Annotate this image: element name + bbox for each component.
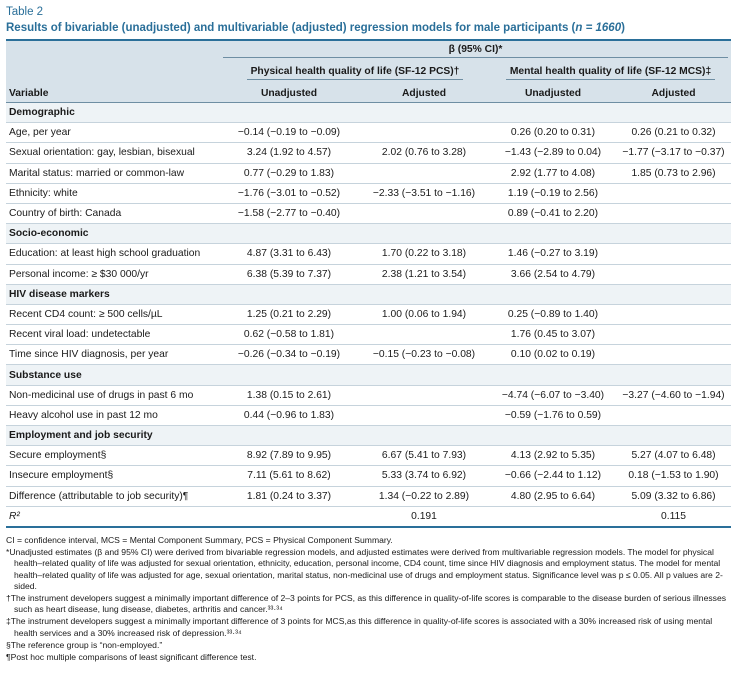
cell-pcs-a: 2.02 (0.76 to 3.28) bbox=[358, 143, 490, 163]
cell-pcs-u: 3.24 (1.92 to 4.57) bbox=[220, 143, 358, 163]
cell-mcs-a bbox=[616, 345, 731, 365]
cell-pcs-a: −2.33 (−3.51 to −1.16) bbox=[358, 183, 490, 203]
cell-pcs-u: 1.38 (0.15 to 2.61) bbox=[220, 385, 358, 405]
table-row bbox=[6, 446, 731, 466]
variable-label: Country of birth: Canada bbox=[6, 203, 220, 223]
cell-mcs-a: 0.26 (0.21 to 0.32) bbox=[616, 123, 731, 143]
table-row bbox=[6, 304, 731, 324]
variable-label: Sexual orientation: gay, lesbian, bisexual bbox=[6, 143, 220, 163]
cell-mcs-a bbox=[616, 405, 731, 425]
header-mcs-unadjusted: Unadjusted bbox=[490, 85, 616, 103]
cell-mcs-a: −3.27 (−4.60 to −1.94) bbox=[616, 385, 731, 405]
cell-pcs-u: −1.58 (−2.77 to −0.40) bbox=[220, 203, 358, 223]
cell-pcs-u: 1.81 (0.24 to 3.37) bbox=[220, 486, 358, 506]
cell-mcs-u: 0.89 (−0.41 to 2.20) bbox=[490, 203, 616, 223]
cell-pcs-u: 6.38 (5.39 to 7.37) bbox=[220, 264, 358, 284]
table-row bbox=[6, 183, 731, 203]
cell-pcs-u: 0.62 (−0.58 to 1.81) bbox=[220, 325, 358, 345]
cell-pcs-u: 8.92 (7.89 to 9.95) bbox=[220, 446, 358, 466]
header-pcs-unadjusted: Unadjusted bbox=[220, 85, 358, 103]
table-row bbox=[6, 244, 731, 264]
cell-pcs-a: 2.38 (1.21 to 3.54) bbox=[358, 264, 490, 284]
variable-label: Heavy alcohol use in past 12 mo bbox=[6, 405, 220, 425]
table-row bbox=[6, 123, 731, 143]
section-row bbox=[6, 224, 731, 244]
table-row bbox=[6, 385, 731, 405]
cell-pcs-u: −0.14 (−0.19 to −0.09) bbox=[220, 123, 358, 143]
table-body bbox=[6, 103, 731, 527]
cell-pcs-a: 1.34 (−0.22 to 2.89) bbox=[358, 486, 490, 506]
cell-pcs-a: 1.00 (0.06 to 1.94) bbox=[358, 304, 490, 324]
cell-pcs-u: 0.77 (−0.29 to 1.83) bbox=[220, 163, 358, 183]
cell-pcs-a bbox=[358, 203, 490, 223]
cell-mcs-u: 0.25 (−0.89 to 1.40) bbox=[490, 304, 616, 324]
cell-mcs-u bbox=[490, 506, 616, 527]
cell-mcs-a: 0.115 bbox=[616, 506, 731, 527]
table-row bbox=[6, 466, 731, 486]
cell-mcs-a: 0.18 (−1.53 to 1.90) bbox=[616, 466, 731, 486]
note-abbreviations: CI = confidence interval, MCS = Mental Component Summary, PCS = Physical Component Summary. bbox=[6, 534, 393, 545]
cell-mcs-u: −4.74 (−6.07 to −3.40) bbox=[490, 385, 616, 405]
cell-mcs-a: 1.85 (0.73 to 2.96) bbox=[616, 163, 731, 183]
cell-mcs-a bbox=[616, 244, 731, 264]
section-row bbox=[6, 365, 731, 385]
cell-pcs-a bbox=[358, 123, 490, 143]
table-row bbox=[6, 264, 731, 284]
title-n-value: = 1660 bbox=[582, 22, 622, 34]
cell-pcs-u: 7.11 (5.61 to 8.62) bbox=[220, 466, 358, 486]
table-row bbox=[6, 203, 731, 223]
cell-mcs-a: 5.27 (4.07 to 6.48) bbox=[616, 446, 731, 466]
cell-mcs-u: 3.66 (2.54 to 4.79) bbox=[490, 264, 616, 284]
table-row bbox=[6, 405, 731, 425]
variable-label: Secure employment§ bbox=[6, 446, 220, 466]
cell-mcs-u: −0.59 (−1.76 to 0.59) bbox=[490, 405, 616, 425]
table-row bbox=[6, 486, 731, 506]
cell-pcs-u: 4.87 (3.31 to 6.43) bbox=[220, 244, 358, 264]
note-dagger: †The instrument developers suggest a minimally important difference of 2–3 points for PCS, as this difference in quality-of-life scores is comparable to the disease burden of serious illnesses such as heart disease, lung disease, diabetes, arthritis and cancer.³³·³⁴ bbox=[6, 592, 727, 615]
table-row bbox=[6, 325, 731, 345]
cell-pcs-a: 5.33 (3.74 to 6.92) bbox=[358, 466, 490, 486]
cell-mcs-u: 4.80 (2.95 to 6.64) bbox=[490, 486, 616, 506]
section-label: Employment and job security bbox=[6, 426, 731, 446]
section-label: Substance use bbox=[6, 365, 731, 385]
title-n: n bbox=[575, 22, 583, 34]
header-pcs-text: Physical health quality of life (SF-12 PCS)† bbox=[247, 66, 464, 80]
cell-pcs-a: 1.70 (0.22 to 3.18) bbox=[358, 244, 490, 264]
header-pcs-group bbox=[220, 61, 490, 85]
variable-label: Education: at least high school graduation bbox=[6, 244, 220, 264]
cell-pcs-u: −1.76 (−3.01 to −0.52) bbox=[220, 183, 358, 203]
header-variable: Variable bbox=[6, 85, 220, 103]
variable-label: Age, per year bbox=[6, 123, 220, 143]
table-notes bbox=[6, 535, 728, 663]
cell-pcs-a bbox=[358, 325, 490, 345]
cell-pcs-a bbox=[358, 163, 490, 183]
note-section: §The reference group is “non-employed.” bbox=[6, 639, 163, 650]
title-main: Results of bivariable (unadjusted) and multivariable (adjusted) regression models for male participants ( bbox=[6, 22, 576, 34]
variable-label: Recent CD4 count: ≥ 500 cells/µL bbox=[6, 304, 220, 324]
cell-mcs-a bbox=[616, 203, 731, 223]
section-row bbox=[6, 284, 731, 304]
header-blank bbox=[6, 40, 220, 61]
section-row bbox=[6, 426, 731, 446]
cell-pcs-u bbox=[220, 506, 358, 527]
table-row bbox=[6, 143, 731, 163]
table-row bbox=[6, 345, 731, 365]
note-pilcrow: ¶Post hoc multiple comparisons of least significant difference test. bbox=[6, 651, 257, 662]
variable-label: Non-medicinal use of drugs in past 6 mo bbox=[6, 385, 220, 405]
table-label: Table 2 bbox=[6, 6, 44, 18]
table-row bbox=[6, 163, 731, 183]
section-label: Socio-economic bbox=[6, 224, 731, 244]
section-label: HIV disease markers bbox=[6, 284, 731, 304]
header-beta bbox=[220, 40, 731, 61]
table-title bbox=[6, 21, 731, 35]
note-star: *Unadjusted estimates (β and 95% CI) were derived from bivariable regression models, and adjusted estimates were derived from multivariable regression models. The model for physical health–related quality of life was adjusted for sexual orientation, ethnicity, education, personal income, CD4 count, time since HIV diagnosis and employment status. The model for mental health–related quality of life was adjusted for age, sexual orientation, marital status, non-medicinal use of drugs and employment status. Significance level was p ≤ 0.05. All p values are 2-sided. bbox=[6, 547, 723, 591]
cell-mcs-a: 5.09 (3.32 to 6.86) bbox=[616, 486, 731, 506]
section-row bbox=[6, 103, 731, 123]
variable-label: R² bbox=[6, 506, 220, 527]
cell-mcs-a: −1.77 (−3.17 to −0.37) bbox=[616, 143, 731, 163]
header-mcs-group bbox=[490, 61, 731, 85]
cell-pcs-a bbox=[358, 405, 490, 425]
cell-mcs-u: 4.13 (2.92 to 5.35) bbox=[490, 446, 616, 466]
cell-mcs-u: 2.92 (1.77 to 4.08) bbox=[490, 163, 616, 183]
cell-pcs-u: 1.25 (0.21 to 2.29) bbox=[220, 304, 358, 324]
cell-mcs-u: 0.10 (0.02 to 0.19) bbox=[490, 345, 616, 365]
title-close: ) bbox=[621, 22, 625, 34]
cell-mcs-u: 1.46 (−0.27 to 3.19) bbox=[490, 244, 616, 264]
cell-pcs-a: 6.67 (5.41 to 7.93) bbox=[358, 446, 490, 466]
header-mcs-adjusted: Adjusted bbox=[616, 85, 731, 103]
cell-pcs-u: −0.26 (−0.34 to −0.19) bbox=[220, 345, 358, 365]
cell-mcs-u: −0.66 (−2.44 to 1.12) bbox=[490, 466, 616, 486]
variable-label: Insecure employment§ bbox=[6, 466, 220, 486]
cell-mcs-a bbox=[616, 325, 731, 345]
cell-mcs-u: −1.43 (−2.89 to 0.04) bbox=[490, 143, 616, 163]
header-mcs-text: Mental health quality of life (SF-12 MCS)‡ bbox=[506, 66, 715, 80]
cell-pcs-a bbox=[358, 385, 490, 405]
regression-table bbox=[6, 39, 731, 528]
variable-label: Recent viral load: undetectable bbox=[6, 325, 220, 345]
note-double-dagger: ‡The instrument developers suggest a minimally important difference of 3 points for MCS,as this difference in quality-of-life scores is associated with a 30% increased risk of using mental health services and a 30% increased risk of depression.³³·³⁴ bbox=[6, 616, 713, 638]
cell-pcs-a: −0.15 (−0.23 to −0.08) bbox=[358, 345, 490, 365]
cell-mcs-a bbox=[616, 304, 731, 324]
cell-mcs-u: 1.19 (−0.19 to 2.56) bbox=[490, 183, 616, 203]
r-squared-row bbox=[6, 506, 731, 527]
header-beta-text: β (95% CI)* bbox=[223, 44, 728, 58]
variable-label: Difference (attributable to job security)¶ bbox=[6, 486, 220, 506]
variable-label: Ethnicity: white bbox=[6, 183, 220, 203]
header-blank-2 bbox=[6, 61, 220, 85]
cell-mcs-u: 1.76 (0.45 to 3.07) bbox=[490, 325, 616, 345]
cell-mcs-a bbox=[616, 183, 731, 203]
variable-label: Time since HIV diagnosis, per year bbox=[6, 345, 220, 365]
cell-pcs-a: 0.191 bbox=[358, 506, 490, 527]
cell-mcs-a bbox=[616, 264, 731, 284]
cell-pcs-u: 0.44 (−0.96 to 1.83) bbox=[220, 405, 358, 425]
section-label: Demographic bbox=[6, 103, 731, 123]
variable-label: Marital status: married or common-law bbox=[6, 163, 220, 183]
header-pcs-adjusted: Adjusted bbox=[358, 85, 490, 103]
variable-label: Personal income: ≥ $30 000/yr bbox=[6, 264, 220, 284]
cell-mcs-u: 0.26 (0.20 to 0.31) bbox=[490, 123, 616, 143]
